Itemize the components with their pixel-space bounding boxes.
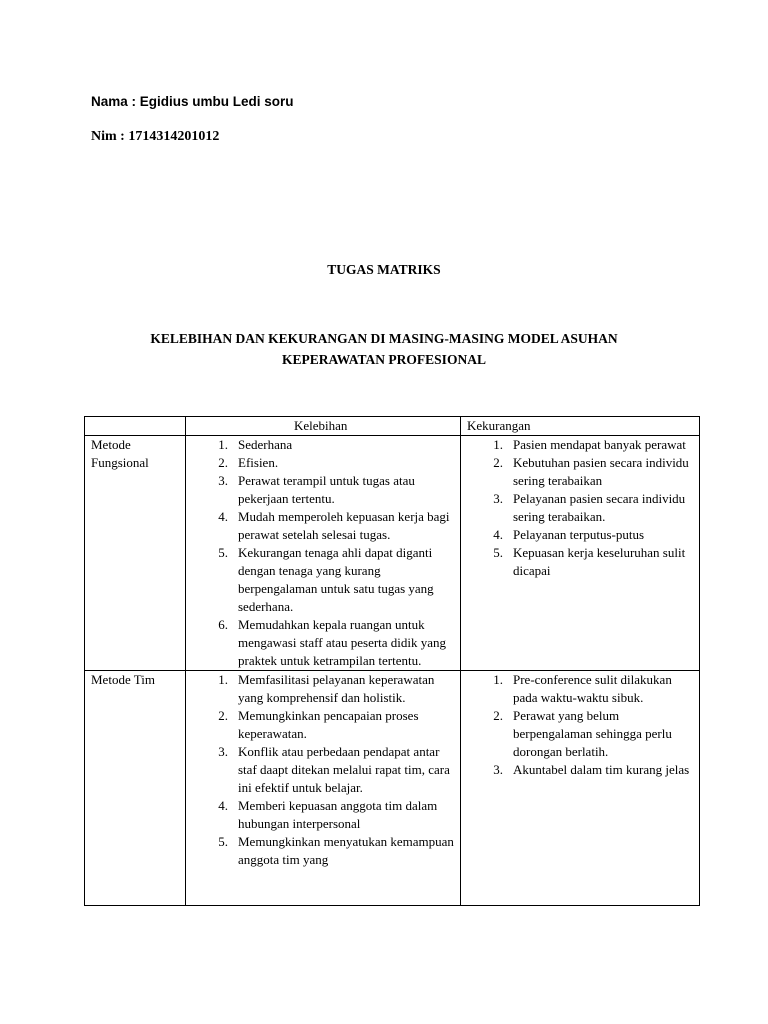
method-name: Fungsional bbox=[91, 455, 149, 470]
table-row bbox=[85, 436, 700, 671]
subtitle-line-1: KELEBIHAN DAN KEKURANGAN DI MASING-MASING MODEL ASUHAN bbox=[150, 331, 618, 346]
list-item: 1. Pasien mendapat banyak perawat bbox=[493, 437, 686, 452]
subtitle-line-2: KEPERAWATAN PROFESIONAL bbox=[282, 352, 486, 367]
cell-clip bbox=[192, 671, 454, 905]
student-id-line bbox=[91, 129, 219, 145]
kelebihan-cell bbox=[186, 436, 461, 671]
list-item: 5. Kepuasan kerja keseluruhan sulit dicapai bbox=[493, 545, 686, 578]
kelebihan-cell bbox=[186, 671, 461, 906]
list-item: 4. Mudah memperoleh kepuasan kerja bagi perawat setelah selesai tugas. bbox=[218, 509, 450, 542]
kekurangan-cell bbox=[461, 436, 700, 671]
list-item: 2. Kebutuhan pasien secara individu sering terabaikan bbox=[493, 455, 689, 488]
list-item: 2. Perawat yang belum berpengalaman sehingga perlu dorongan berlatih. bbox=[493, 708, 672, 759]
list-item: 6. Memudahkan kepala ruangan untuk mengawasi staff atau peserta didik yang praktek untuk ketrampilan tertentu. bbox=[218, 617, 447, 668]
list-item: 3. Perawat terampil untuk tugas atau pekerjaan tertentu. bbox=[218, 473, 415, 506]
list-item: 2. Memungkinkan pencapaian proses keperawatan. bbox=[218, 708, 419, 741]
list-item: 5. Kekurangan tenaga ahli dapat diganti dengan tenaga yang kurang berpengalaman untuk satu tugas yang sederhana. bbox=[218, 545, 434, 614]
student-name-line bbox=[91, 94, 294, 109]
table-header-cell: Kekurangan bbox=[461, 417, 700, 436]
list-item: 4. Pelayanan terputus-putus bbox=[493, 527, 645, 542]
nim-value: 1714314201012 bbox=[128, 129, 220, 144]
method-name: Metode Tim bbox=[91, 672, 155, 687]
nim-label: Nim : bbox=[91, 129, 125, 144]
kelebihan-list bbox=[192, 671, 454, 869]
list-item: 1. Pre-conference sulit dilakukan pada waktu-waktu sibuk. bbox=[493, 672, 672, 705]
list-item: 4. Memberi kepuasan anggota tim dalam hubungan interpersonal bbox=[218, 798, 438, 831]
list-item: 3. Pelayanan pasien secara individu sering terabaikan. bbox=[493, 491, 686, 524]
document-subtitle bbox=[84, 328, 684, 370]
kelebihan-list bbox=[192, 436, 454, 670]
list-item: 2. Efisien. bbox=[218, 455, 279, 470]
table-header-cell: Kelebihan bbox=[186, 417, 461, 436]
method-cell bbox=[85, 671, 186, 906]
method-cell bbox=[85, 436, 186, 671]
list-item: 1. Memfasilitasi pelayanan keperawatan yang komprehensif dan holistik. bbox=[218, 672, 435, 705]
kekurangan-cell bbox=[461, 671, 700, 906]
kekurangan-list bbox=[467, 436, 693, 580]
kekurangan-list bbox=[467, 671, 693, 779]
name-value: Egidius umbu Ledi soru bbox=[139, 94, 294, 109]
method-name: Metode bbox=[91, 437, 131, 452]
matrix-table bbox=[84, 416, 700, 906]
list-item: 3. Akuntabel dalam tim kurang jelas bbox=[493, 762, 690, 777]
list-item: 1. Sederhana bbox=[218, 437, 293, 452]
table-header-cell bbox=[85, 417, 186, 436]
table-header-row bbox=[85, 417, 700, 436]
list-item: 5. Memungkinkan menyatukan kemampuan anggota tim yang bbox=[218, 834, 454, 867]
document-title: TUGAS MATRIKS bbox=[327, 262, 441, 277]
name-label: Nama : bbox=[91, 94, 137, 109]
table-row bbox=[85, 671, 700, 906]
list-item: 3. Konflik atau perbedaan pendapat antar staf daapt ditekan melalui rapat tim, cara ini efektif untuk belajar. bbox=[218, 744, 450, 795]
